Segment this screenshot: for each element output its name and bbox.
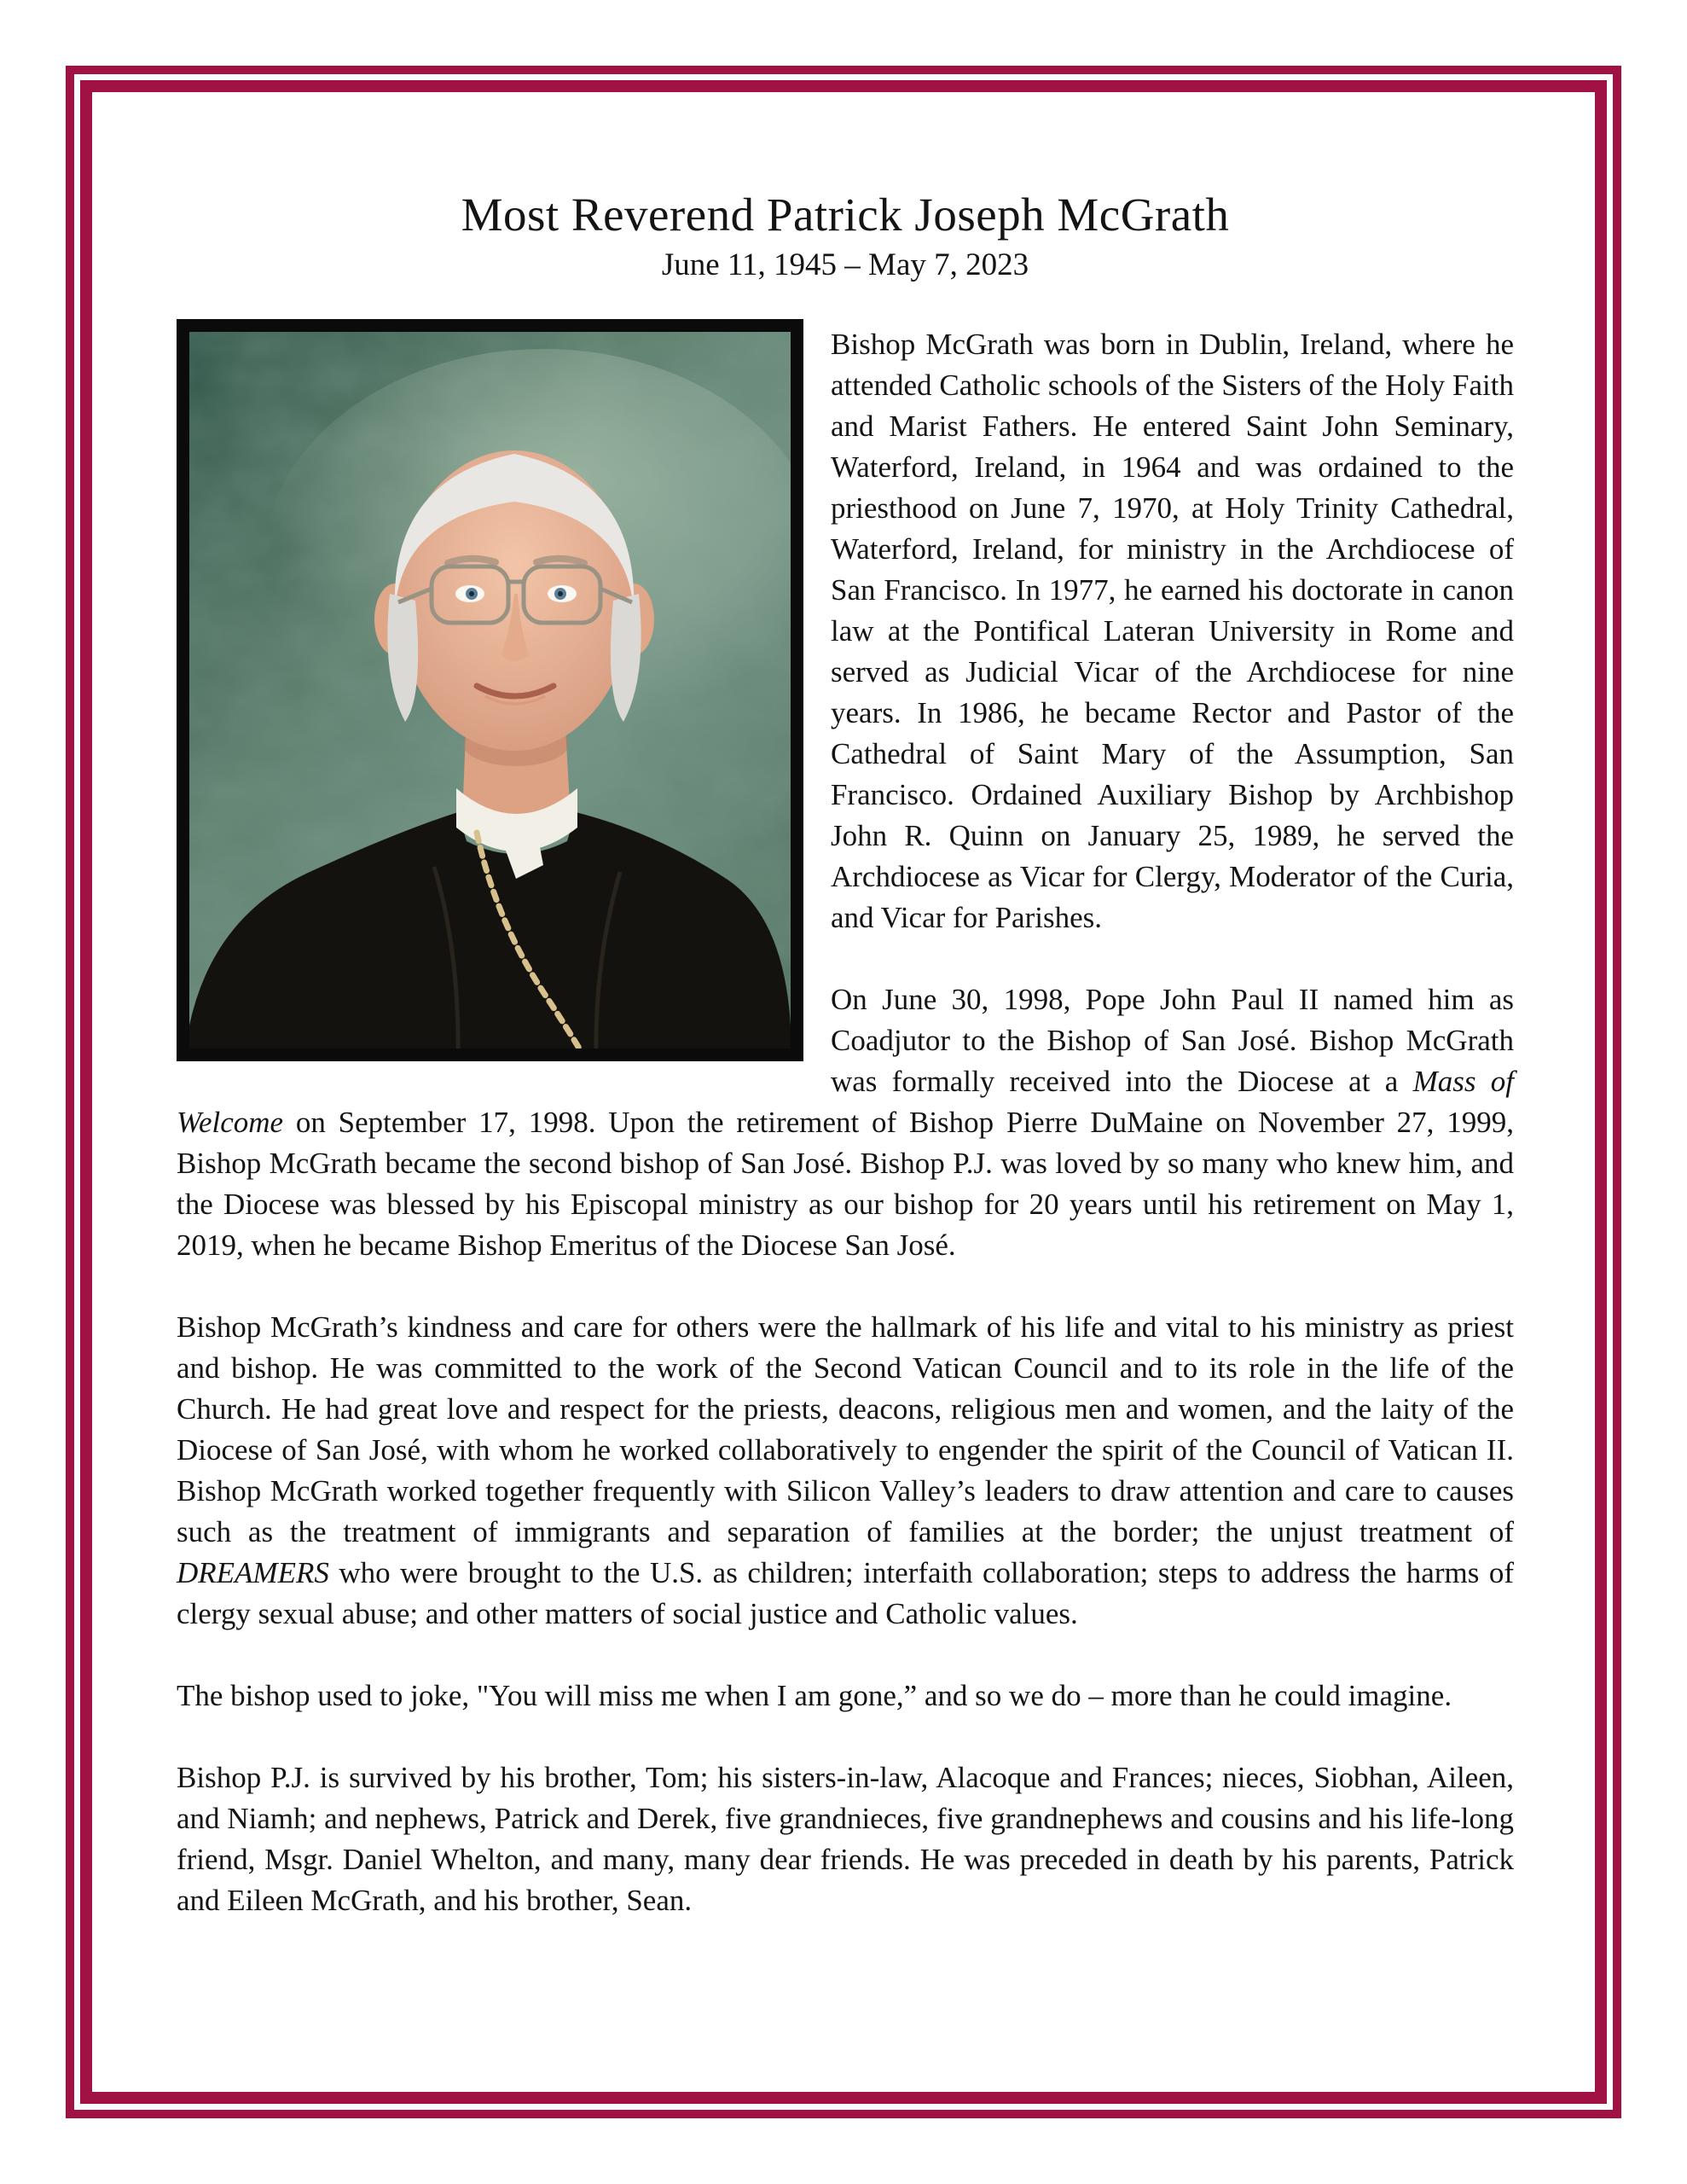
page-title: Most Reverend Patrick Joseph McGrath <box>461 189 1230 241</box>
paragraph-ministry <box>177 1307 1514 1635</box>
life-dates: June 11, 1945 – May 7, 2023 <box>661 247 1029 283</box>
paragraph-san-jose-text-cont: on September 17, 1998. Upon the retirement of Bishop Pierre DuMaine on November 27, 1999, Bishop McGrath became the second bishop of San José. Bishop P.J. was loved by so many who knew him, and the Diocese was blessed by his Episcopal ministry as our bishop for 20 years until his retirement on May 1, 2019, when he became Bishop Emeritus of the Diocese San José. <box>177 1105 1514 1262</box>
paragraph-survivors: Bishop P.J. is survived by his brother, Tom; his sisters-in-law, Alacoque and Frances; nieces, Siobhan, Aileen, and Niamh; and nephews, Patrick and Derek, five grandnieces, five grandnephews and cousins and his life-long friend, Msgr. Daniel Whelton, and many, many dear friends. He was preceded in death by his parents, Patrick and Eileen McGrath, and his brother, Sean. <box>177 1760 1514 1917</box>
paragraph-joke: The bishop used to joke, "You will miss me when I am gone,” and so we do – more than he could imagine. <box>177 1678 1452 1712</box>
paragraph-ministry-text-cont: who were brought to the U.S. as children; interfaith collaboration; steps to address the harms of clergy sexual abuse; and other matters of social justice and Catholic values. <box>177 1555 1514 1630</box>
paragraph-early-life <box>177 324 1514 938</box>
paragraph-san-jose-text: On June 30, 1998, Pope John Paul II named him as Coadjutor to the Bishop of San José. Bishop McGrath was formally received into the Diocese at a <box>831 982 1514 1098</box>
mass-of-welcome-italic: Mass of Welcome <box>177 1064 1514 1139</box>
paragraph-early-life-text: Bishop McGrath was born in Dublin, Ireland, where he attended Catholic schools of the Sisters of the Holy Faith and Marist Fathers. He entered Saint John Seminary, Waterford, Ireland, in 1964 and was ordained to the priesthood on June 7, 1970, at Holy Trinity Cathedral, Waterford, Ireland, for ministry in the Archdiocese of San Francisco. In 1977, he earned his doctorate in canon law at the Pontifical Lateran University in Rome and served as Judicial Vicar of the Archdiocese for nine years. In 1986, he became Rector and Pastor of the Cathedral of Saint Mary of the Assumption, San Francisco. Ordained Auxiliary Bishop by Archbishop John R. Quinn on January 25, 1989, he served the Archdiocese as Vicar for Clergy, Moderator of the Curia, and Vicar for Parishes. <box>831 327 1514 934</box>
bishop-portrait-photo <box>177 319 803 1061</box>
document-content <box>177 92 1514 2092</box>
bishop-portrait-illustration <box>177 319 803 1061</box>
biography-text <box>177 324 1514 1921</box>
paragraph-ministry-text: Bishop McGrath’s kindness and care for others were the hallmark of his life and vital to his ministry as priest and bishop. He was committed to the work of the Second Vatican Council and to its role in the life of the Church. He had great love and respect for the priests, deacons, religious men and women, and the laity of the Diocese of San José, with whom he worked collaboratively to engender the spirit of the Council of Vatican II. Bishop McGrath worked together frequently with Silicon Valley’s leaders to draw attention and care to causes such as the treatment of immigrants and separation of families at the border; the unjust treatment of <box>177 1310 1514 1548</box>
dreamers-italic: DREAMERS <box>177 1555 329 1589</box>
